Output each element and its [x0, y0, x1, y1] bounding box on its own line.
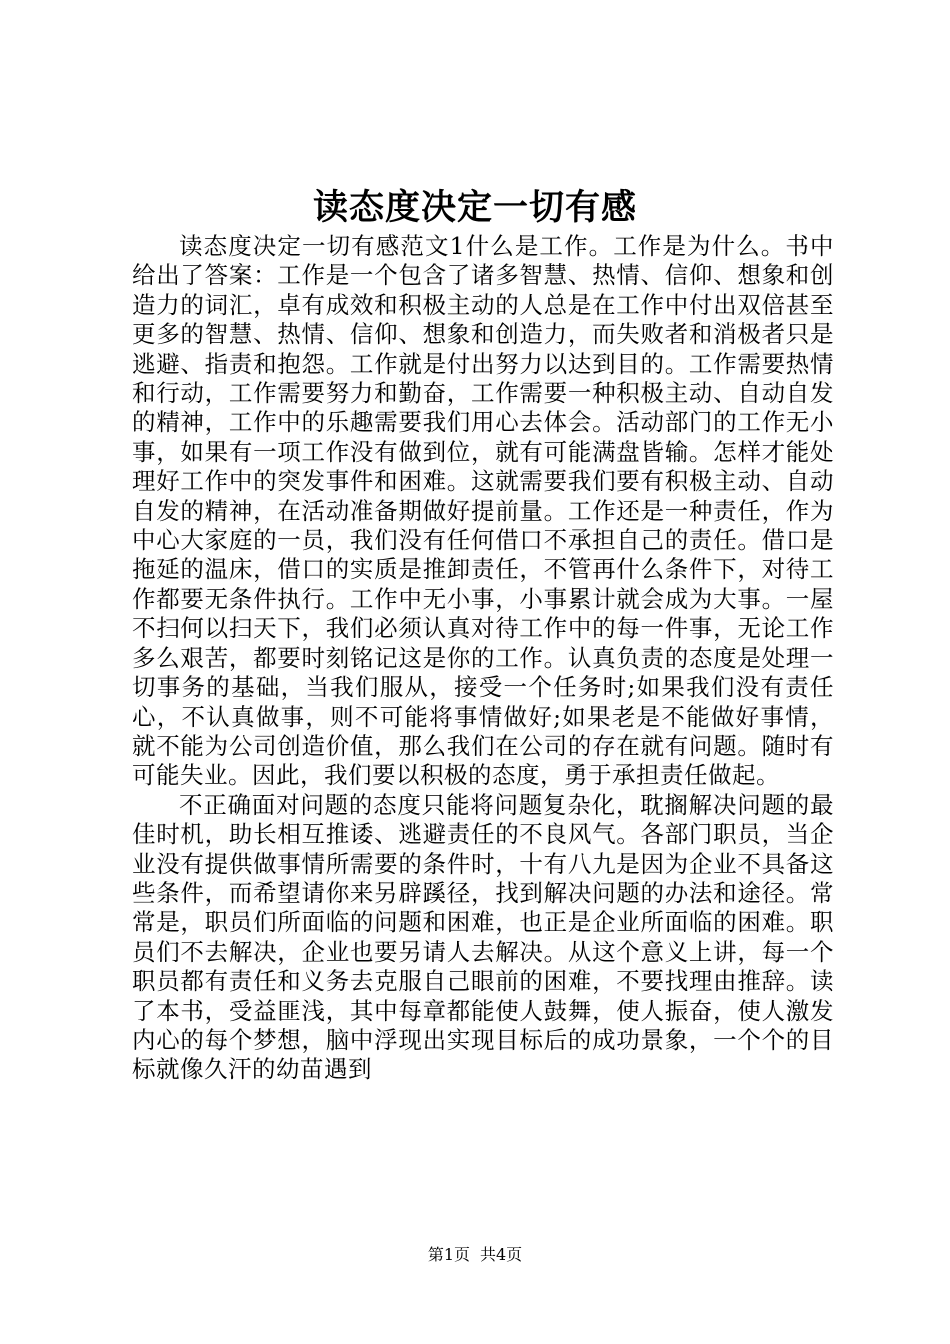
document-title: 读态度决定一切有感 — [312, 187, 637, 228]
page-footer — [0, 1243, 950, 1267]
document-body — [132, 232, 834, 1085]
page-total: 共4页 — [480, 1245, 523, 1264]
body-paragraph: 读态度决定一切有感范文1什么是工作。工作是为什么。书中给出了答案：工作是一个包含了诸多智慧、热情、信仰、想象和创造力的词汇，卓有成效和积极主动的人总是在工作中付出双倍甚至更多的智慧、热情、信仰、想象和创造力，而失败者和消极者只是逃避、指责和抱怨。工作就是付出努力以达到目的。工作需要热情和行动，工作需要努力和勤奋，工作需要一种积极主动、自动自发的精神，工作中的乐趣需要我们用心去体会。活动部门的工作无小事，如果有一项工作没有做到位，就有可能满盘皆输。怎样才能处理好工作中的突发事件和困难。这就需要我们要有积极主动、自动自发的精神，在活动准备期做好提前量。工作还是一种责任，作为中心大家庭的一员，我们没有任何借口不承担自己的责任。借口是拖延的温床，借口的实质是推卸责任，不管再什么条件下，对待工作都要无条件执行。工作中无小事，小事累计就会成为大事。一屋不扫何以扫天下，我们必须认真对待工作中的每一件事，无论工作多么艰苦，都要时刻铭记这是你的工作。认真负责的态度是处理一切事务的基础，当我们服从，接受一个任务时;如果我们没有责任心，不认真做事，则不可能将事情做好;如果老是不能做好事情，就不能为公司创造价值，那么我们在公司的存在就有问题。随时有可能失业。因此，我们要以积极的态度，勇于承担责任做起。 — [132, 232, 834, 790]
body-paragraph: 不正确面对问题的态度只能将问题复杂化，耽搁解决问题的最佳时机，助长相互推诿、逃避责任的不良风气。各部门职员，当企业没有提供做事情所需要的条件时，十有八九是因为企业不具备这些条件，而希望请你来另辟蹊径，找到解决问题的办法和途径。常常是，职员们所面临的问题和困难，也正是企业所面临的困难。职员们不去解决，企业也要另请人去解决。从这个意义上讲，每一个职员都有责任和义务去克服自己眼前的困难，不要找理由推辞。读了本书，受益匪浅，其中每章都能使人鼓舞，使人振奋，使人激发内心的每个梦想，脑中浮现出实现目标后的成功景象，一个个的目标就像久汗的幼苗遇到 — [132, 790, 834, 1084]
page-number: 第1页 — [427, 1245, 470, 1264]
